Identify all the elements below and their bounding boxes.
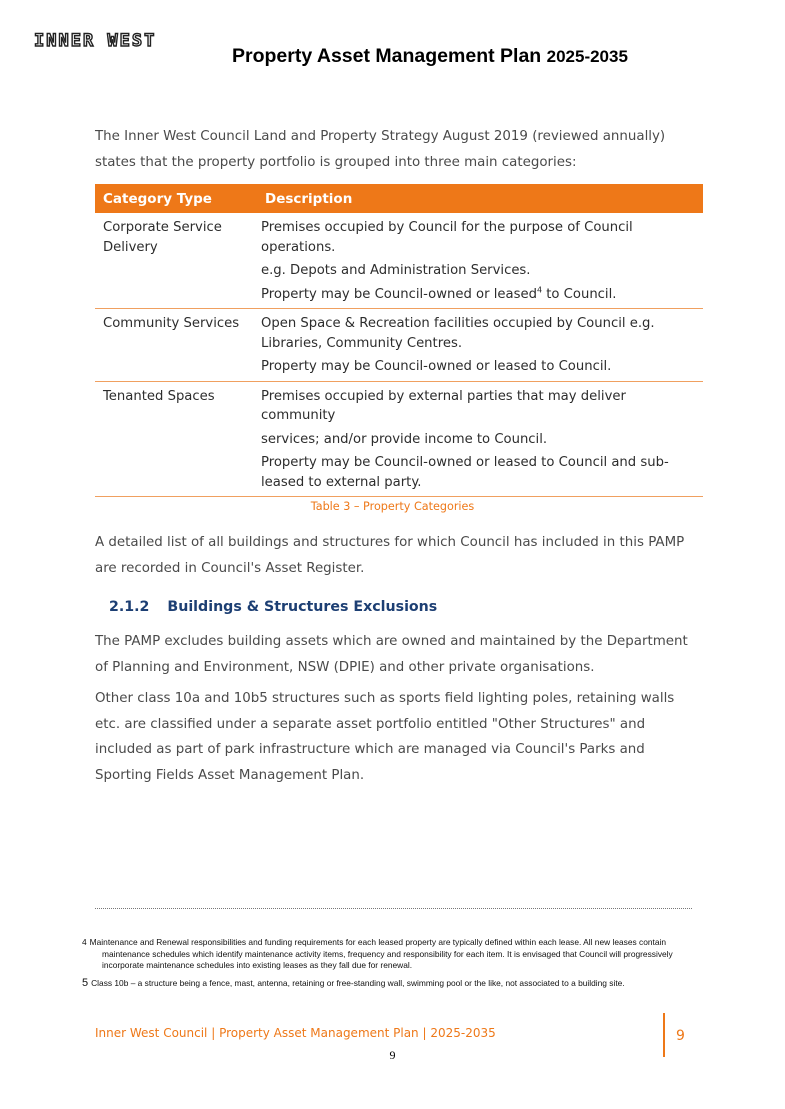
description-text: Property may be Council-owned or leased — [261, 286, 537, 302]
description-cell — [253, 309, 703, 382]
category-cell: Corporate Service Delivery — [95, 213, 253, 309]
table-header-row — [95, 184, 703, 213]
description-cell — [253, 381, 703, 497]
footer-text: Inner West Council | Property Asset Management Plan | 2025-2035 — [95, 1026, 496, 1040]
footer-page-badge: 9 — [676, 1028, 685, 1044]
footnote-5 — [82, 978, 687, 990]
section-number: 2.1.2 — [109, 599, 150, 615]
description-line — [261, 285, 703, 305]
other-structures-paragraph: Other class 10a and 10b5 structures such as sports field lighting poles, retaining walls etc. are classified under a separate asset portfolio entitled "Other Structures" and included as part of park infrastructure which are managed via Council's Parks and Sporting Fields Asset Management Plan. — [95, 691, 675, 783]
document-title-main: Property Asset Management Plan — [232, 45, 542, 67]
exclusions-paragraph: The PAMP excludes building assets which are owned and maintained by the Department of Planning and Environment, NSW (DPIE) and other private organisations. — [95, 634, 688, 675]
column-header-description: Description — [253, 184, 703, 213]
description-text: to Council. — [546, 286, 617, 302]
footnote-ref[interactable]: 4 — [536, 285, 543, 295]
description-line: Open Space & Recreation facilities occupied by Council e.g. Libraries, Community Centres. — [261, 316, 655, 351]
property-categories-table — [95, 184, 703, 497]
description-line: e.g. Depots and Administration Services. — [261, 263, 531, 278]
description-line: Premises occupied by Council for the purpose of Council operations. — [261, 220, 633, 255]
table-row — [95, 309, 703, 382]
section-title: Buildings & Structures Exclusions — [167, 599, 438, 615]
table-row — [95, 213, 703, 309]
description-cell — [253, 213, 703, 309]
description-line: Property may be Council-owned or leased to Council and sub-leased to external party. — [261, 455, 669, 490]
footnote-number: 4 — [82, 937, 87, 947]
section-heading — [109, 599, 437, 615]
description-line: Property may be Council-owned or leased to Council. — [261, 359, 612, 374]
footnote-separator — [95, 908, 692, 909]
category-cell: Tenanted Spaces — [95, 381, 253, 497]
description-line: services; and/or provide income to Council. — [261, 431, 548, 447]
logo-text: INNER WEST — [34, 31, 157, 51]
table-caption: Table 3 – Property Categories — [310, 500, 475, 513]
footnote-text: Class 10b – a structure being a fence, mast, antenna, retaining or free-standing wall, swimming pool or the like, not associated to a building site. — [91, 978, 625, 988]
inner-west-logo — [34, 30, 156, 52]
asset-register-paragraph: A detailed list of all buildings and structures for which Council has included in this PAMP are recorded in Council's Asset Register. — [95, 535, 685, 576]
page-number: 9 — [389, 1048, 396, 1062]
document-title — [232, 45, 628, 68]
column-header-category: Category Type — [95, 184, 253, 213]
document-title-years: 2025-2035 — [546, 47, 628, 66]
description-line: Premises occupied by external parties that may deliver community — [261, 388, 626, 423]
table-row — [95, 381, 703, 497]
footnote-text: Maintenance and Renewal responsibilities and funding requirements for each leased property are typically defined within each lease. All new leases contain maintenance schedules which identify maintenance activity items, frequency and responsibility for each item. It is envisaged that Council will progressively incorporate maintenance schedules into existing leases as they fall due for renewal. — [89, 937, 673, 970]
footnote-number: 5 — [82, 977, 89, 989]
category-cell: Community Services — [95, 309, 253, 382]
intro-paragraph: The Inner West Council Land and Property Strategy August 2019 (reviewed annually) states that the property portfolio is grouped into three main categories: — [95, 129, 666, 170]
footnote-4 — [82, 937, 687, 972]
